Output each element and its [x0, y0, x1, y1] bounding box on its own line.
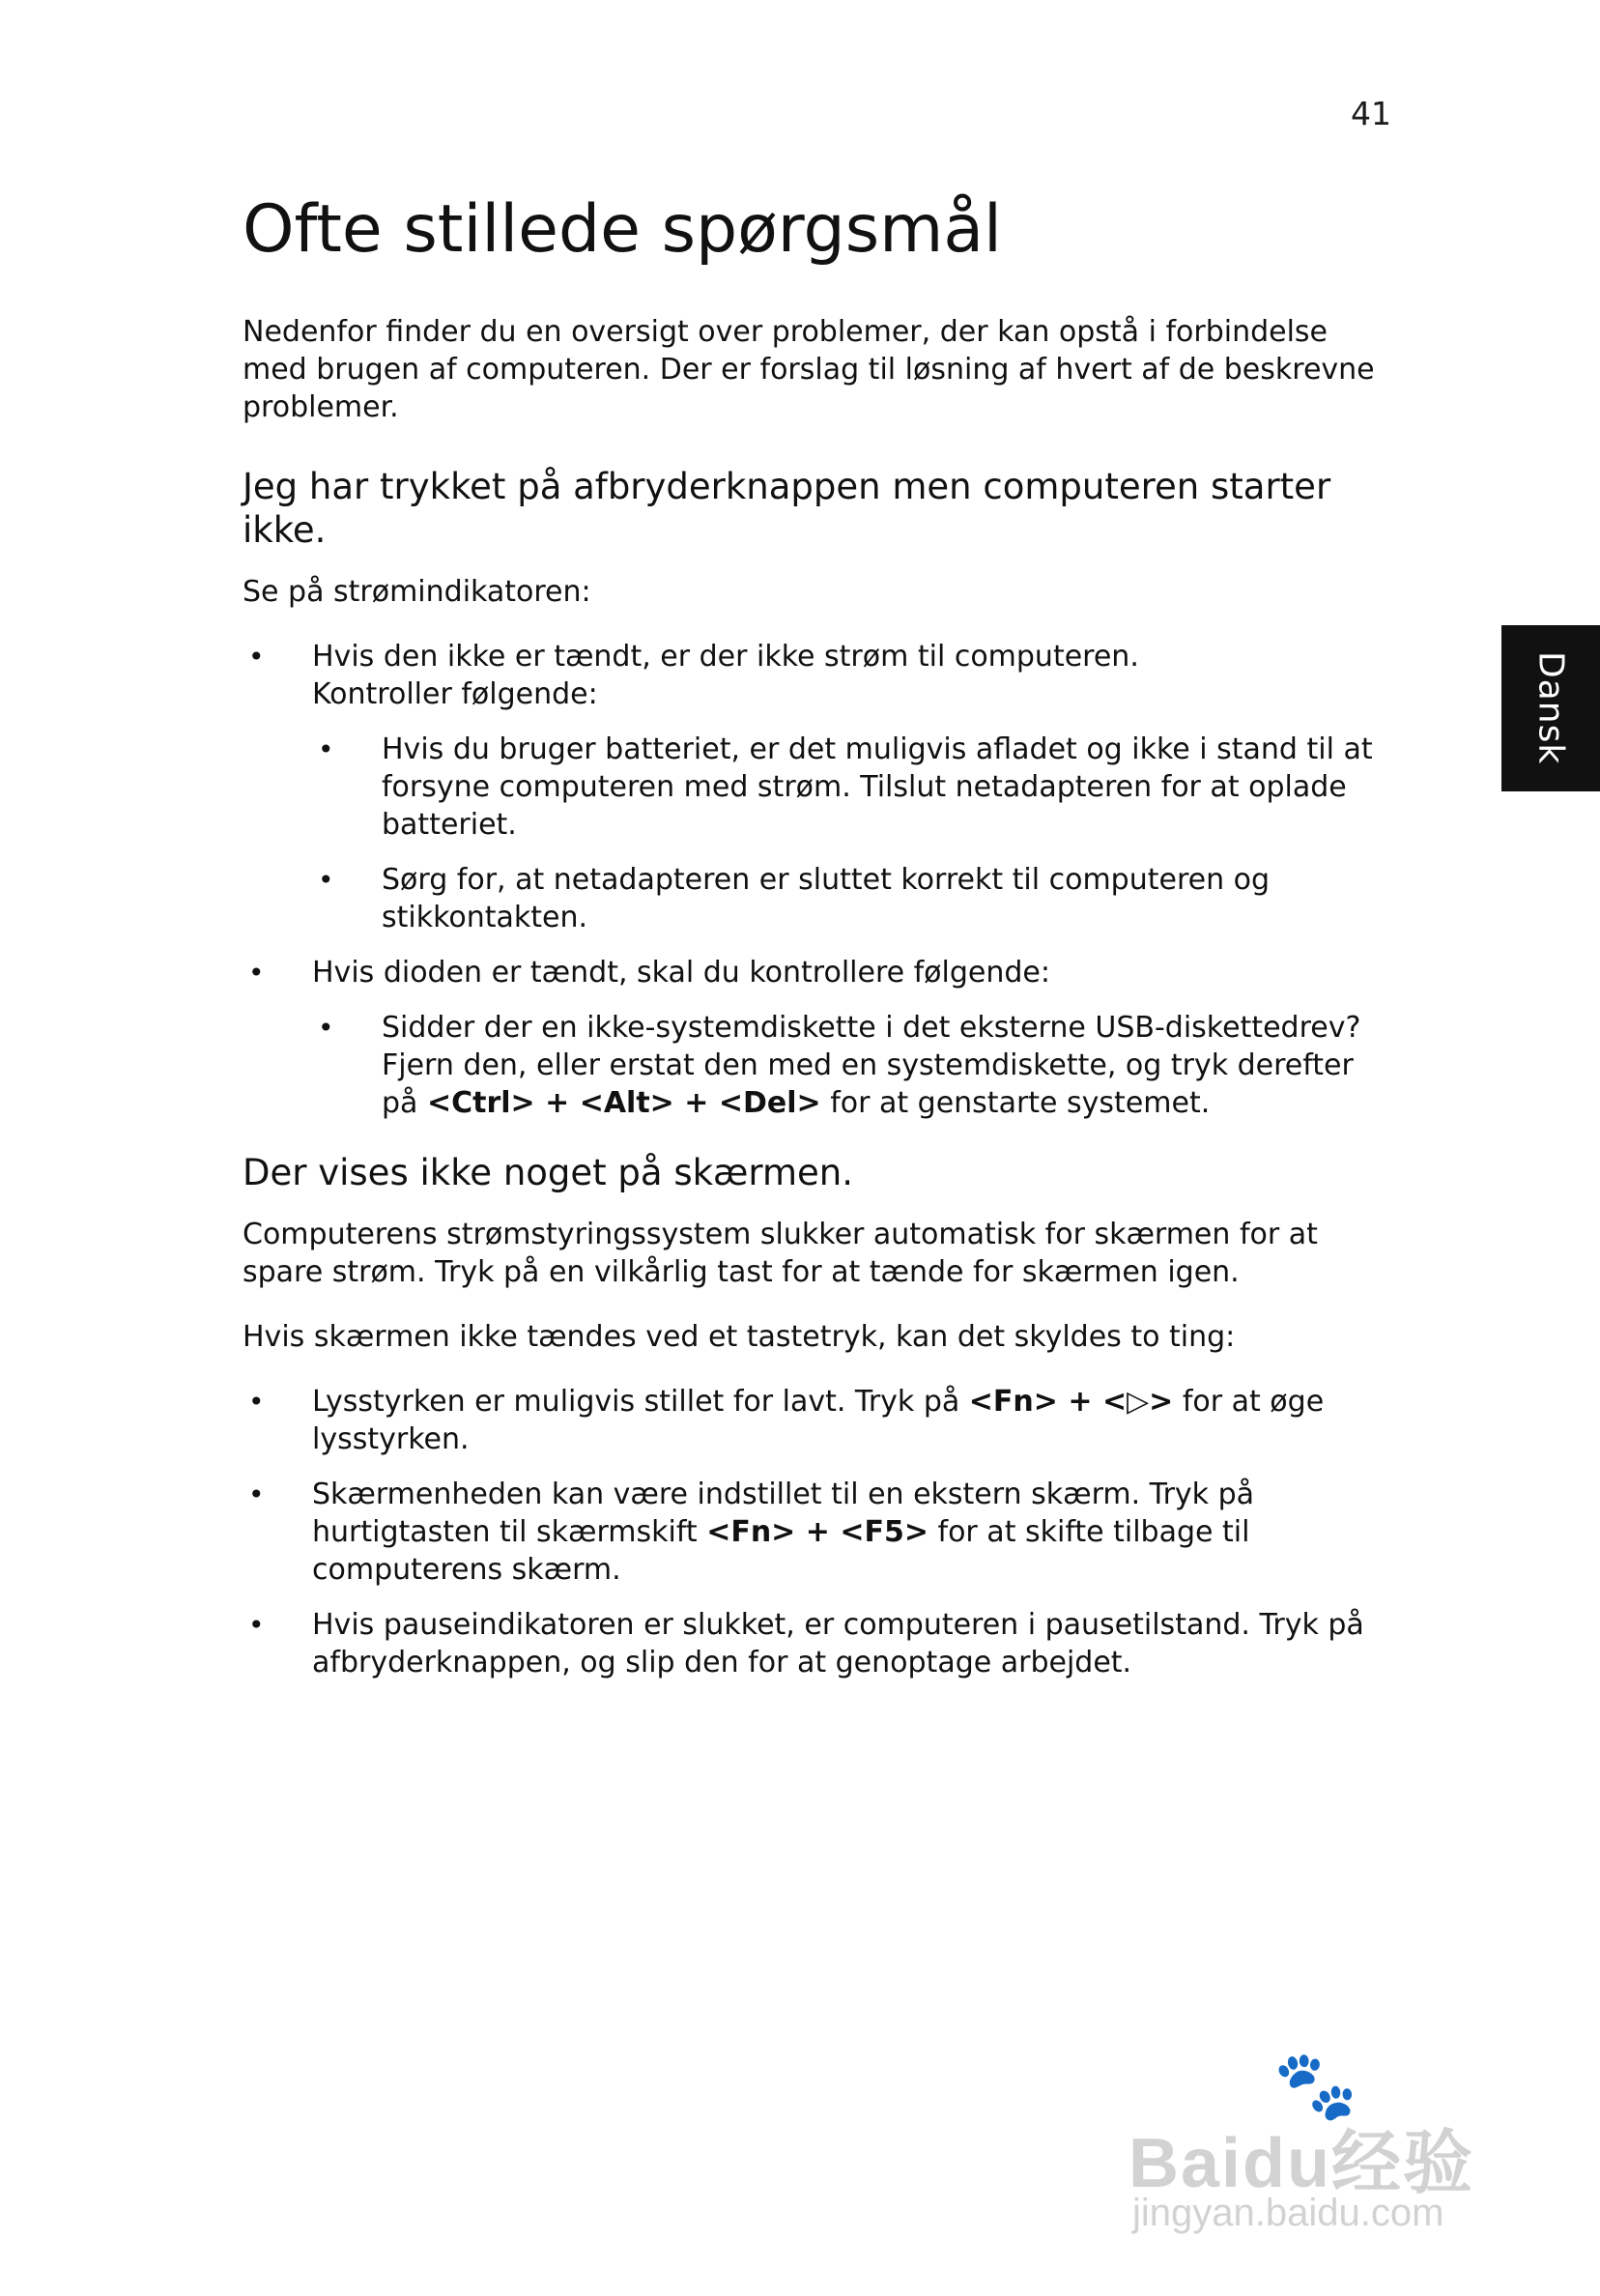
list-item-text: Kontroller følgende: [312, 677, 598, 711]
bullet: • [318, 1012, 334, 1044]
section1-list [243, 638, 1392, 1122]
page-title: Ofte stillede spørgsmål [243, 191, 1002, 268]
section1-lead: Se på strømindikatoren: [243, 575, 591, 609]
list-item [243, 1606, 1392, 1681]
intro-paragraph: Nedenfor finder du en oversigt over problemer, der kan opstå i forbindelse med brugen af computeren. Der er forslag til løsning af hvert af de beskrevne problemer. [243, 315, 1375, 424]
sub-list-item-text: Sidder der en ikke-systemdiskette i det eksterne USB-diskettedrev? Fjern den, eller erstat den med en systemdiskette, og tryk derefter på [382, 1011, 1361, 1120]
bullet: • [318, 864, 334, 896]
list-item-text: Hvis dioden er tændt, skal du kontrollere følgende: [312, 956, 1050, 990]
list-item-text: Lysstyrken er muligvis stillet for lavt. Tryk på [312, 1385, 969, 1419]
sub-list [312, 1009, 1392, 1122]
sub-list-item-text: for at genstarte systemet. [820, 1086, 1211, 1120]
bullet: • [318, 733, 334, 765]
language-tab [1501, 625, 1600, 791]
section2-paragraph: Computerens strømstyringssystem slukker automatisk for skærmen for at spare strøm. Tryk på en vilkårlig tast for at tænde for skærmen igen. [243, 1218, 1318, 1289]
list-item-text: Skærmenheden kan være indstillet til en ekstern skærm. Tryk på hurtigtasten til skærmskift [312, 1478, 1255, 1549]
bullet: • [248, 957, 265, 989]
key-combination: <Fn> + <F5> [706, 1515, 929, 1549]
sub-list-item-text: Hvis du bruger batteriet, er det muligvis afladet og ikke i stand til at forsyne computeren med strøm. Tilslut netadapteren for at oplade batteriet. [382, 732, 1373, 842]
list-item [243, 1476, 1392, 1589]
sub-list-item [312, 861, 1392, 936]
language-tab-label: Dansk [1530, 651, 1571, 765]
bullet: • [248, 1609, 265, 1641]
key-combination: <Fn> + <▷> [968, 1385, 1174, 1419]
document-content [243, 189, 1392, 1699]
list-item [243, 954, 1392, 1122]
section2-heading: Der vises ikke noget på skærmen. [243, 1152, 853, 1193]
list-item [243, 638, 1392, 936]
section2-paragraph: Hvis skærmen ikke tændes ved et tastetryk, kan det skyldes to ting: [243, 1320, 1236, 1354]
bullet: • [248, 1478, 265, 1510]
list-item-text: Hvis pauseindikatoren er slukket, er computeren i pausetilstand. Tryk på afbryderknappen, og slip den for at genoptage arbejdet. [312, 1608, 1364, 1679]
list-item-text: for at skifte tilbage til computerens skærm. [312, 1515, 1250, 1587]
watermark-logo: Baidu经验 [1129, 2125, 1475, 2202]
section1-heading: Jeg har trykket på afbryderknappen men computeren starter ikke. [243, 466, 1331, 551]
sub-list-item [312, 731, 1392, 844]
list-item [243, 1383, 1392, 1458]
watermark-url: jingyan.baidu.com [1132, 2192, 1444, 2234]
page-number: 41 [1351, 95, 1391, 132]
bullet: • [248, 641, 265, 673]
paw-icon: 🐾 [1273, 2048, 1358, 2123]
sub-list-item-text: Sørg for, at netadapteren er sluttet korrekt til computeren og stikkontakten. [382, 863, 1271, 934]
list-item-text: for at øge lysstyrken. [312, 1385, 1325, 1456]
bullet: • [248, 1386, 265, 1418]
sub-list [312, 731, 1392, 936]
key-combination: <Ctrl> + <Alt> + <Del> [426, 1086, 821, 1120]
section2-list [243, 1383, 1392, 1681]
sub-list-item [312, 1009, 1392, 1122]
list-item-text: Hvis den ikke er tændt, er der ikke strøm til computeren. [312, 640, 1139, 674]
baidu-watermark [1129, 2047, 1515, 2240]
